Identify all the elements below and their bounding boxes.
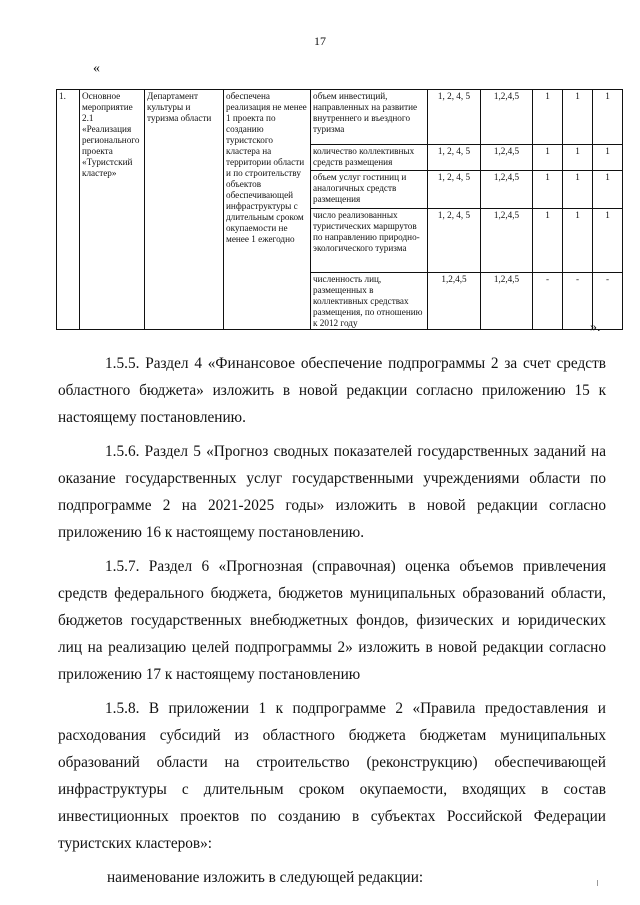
indicator-value: - — [563, 273, 593, 330]
paragraph: 1.5.6. Раздел 5 «Прогноз сводных показателей государственных заданий на оказание государственных услуг государственными учреждениями области по подпрограмме 2 на 2021-2025 годы» изложить в новой редакции согласно приложению 16 к настоящему постановлению. — [58, 443, 606, 541]
closing-quote: ». — [590, 320, 601, 335]
indicator-value: 1 — [563, 171, 593, 209]
indicator-value: 1 — [533, 209, 563, 273]
program-table — [56, 89, 623, 330]
indicator-name: объем услуг гостиниц и аналогичных средств размещения — [311, 171, 428, 209]
row-number: 1. — [57, 90, 80, 330]
indicator-link-a: 1, 2, 4, 5 — [428, 171, 481, 209]
result-cell: обеспечена реализация не менее 1 проекта по созданию туристского кластера на территории области и по строительству объектов обеспечивающей инфраструктуры с длительным сроком окупаемости не менее 1 ежегодно — [224, 90, 311, 330]
indicator-link-b: 1,2,4,5 — [481, 145, 533, 171]
body-text — [58, 350, 606, 898]
indicator-value: 1 — [533, 171, 563, 209]
indicator-link-b: 1,2,4,5 — [481, 171, 533, 209]
indicator-link-a: 1,2,4,5 — [428, 273, 481, 330]
paragraph: 1.5.7. Раздел 6 «Прогнозная (справочная) оценка объемов привлечения средств федерального бюджета, бюджетов муниципальных образований области, бюджетов государственных внебюджетных фондов, физических и юридических лиц на реализацию целей подпрограммы 2» изложить в новой редакции согласно приложению 17 к настоящему постановлению — [58, 558, 606, 683]
indicator-value: - — [593, 273, 623, 330]
indicator-name: объем инвестиций, направленных на развитие внутреннего и въездного туризма — [311, 90, 428, 145]
indicator-link-a: 1, 2, 4, 5 — [428, 145, 481, 171]
indicator-value: 1 — [563, 145, 593, 171]
indicator-link-b: 1,2,4,5 — [481, 90, 533, 145]
paragraph: 1.5.8. В приложении 1 к подпрограмме 2 «Правила предоставления и расходования субсидий из областного бюджета бюджетам муниципальных образований области на строительство (реконструкцию) обеспечивающей инфраструктуры с длительным сроком окупаемости, входящих в состав инвестиционных проектов по созданию в субъектах Российской Федерации туристских кластеров»: — [58, 700, 606, 852]
indicator-link-a: 1, 2, 4, 5 — [428, 90, 481, 145]
indicator-name: численность лиц, размещенных в коллективных средствах размещения, по отношению к 2012 году — [311, 273, 428, 330]
opening-quote: « — [93, 61, 100, 76]
indicator-value: 1 — [533, 145, 563, 171]
indicator-link-b: 1,2,4,5 — [481, 209, 533, 273]
indicator-value: 1 — [593, 209, 623, 273]
indicator-value: 1 — [593, 171, 623, 209]
indicator-name: число реализованных туристических маршрутов по направлению природно-экологического туризма — [311, 209, 428, 273]
indicator-link-b: 1,2,4,5 — [481, 273, 533, 330]
indicator-value: 1 — [533, 90, 563, 145]
indicator-value: 1 — [593, 90, 623, 145]
table-row — [57, 90, 623, 145]
indicator-link-a: 1, 2, 4, 5 — [428, 209, 481, 273]
indicator-value: - — [533, 273, 563, 330]
executor-cell: Департамент культуры и туризма области — [145, 90, 224, 330]
indicator-name: количество коллективных средств размещения — [311, 145, 428, 171]
indicator-value: 1 — [563, 90, 593, 145]
paragraph: наименование изложить в следующей редакции: — [107, 869, 424, 886]
event-cell: Основное мероприятие 2.1 «Реализация регионального проекта «Туристский кластер» — [80, 90, 145, 330]
scan-mark — [597, 880, 598, 886]
page-number: 17 — [314, 34, 326, 48]
indicator-value: 1 — [593, 145, 623, 171]
paragraph: 1.5.5. Раздел 4 «Финансовое обеспечение подпрограммы 2 за счет средств областного бюджета» изложить в новой редакции согласно приложению 15 к настоящему постановлению. — [58, 355, 606, 426]
indicator-value: 1 — [563, 209, 593, 273]
